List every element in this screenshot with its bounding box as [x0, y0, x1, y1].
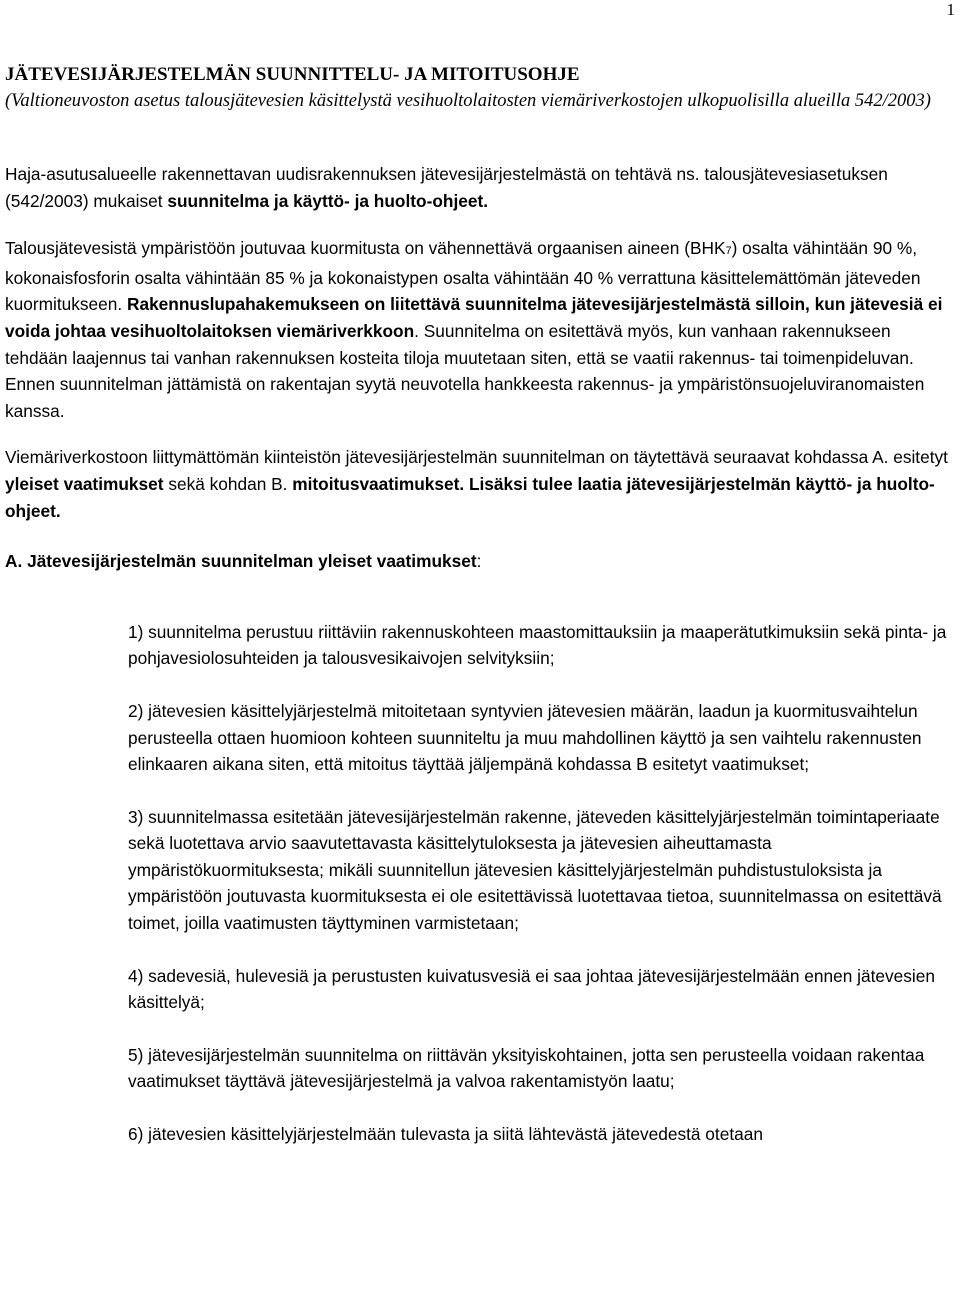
list-item: 2) jätevesien käsittelyjärjestelmä mitoitetaan syntyvien jätevesien määrän, laadun ja kuormitusvaihtelun perusteella ottaen huomioon kohteen suunniteltu ja muu mahdollinen käyttö ja sen vaihtelu rakennusten elinkaaren aikana siten, että mitoitus täyttää jäljempänä kohdassa B esitetyt vaatimukset; — [128, 700, 922, 775]
intro-paragraph — [5, 161, 957, 214]
page-number: 1 — [946, 0, 955, 19]
section-a-heading — [5, 548, 957, 575]
pollution-text-2: ) osalta vähintään 90 %, kokonaisfosforin osalta vähintään 85 % ja kokonaistypen osalta vähintään 40 % verrattuna käsittelemättömän jäteveden kuormitukseen. — [5, 238, 921, 315]
bhk-subscript: 7 — [725, 245, 732, 258]
requirements-bold-2: mitoitusvaatimukset. Lisäksi tulee laatia jätevesijärjestelmän käyttö- ja huolto-ohjeet. — [5, 473, 935, 521]
pollution-text-3: . Suunnitelma on esitettävä myös, kun vanhaan rakennukseen tehdään laajennus tai vanhan rakennuksen kosteita tiloja muutetaan siten, että se vaatii rakennus- tai toimenpideluvan. Ennen suunnitelman jättämistä on rakentajan syytä neuvotella hankkeesta rakennus- ja ympäristönsuojeluviranomaisten kanssa. — [5, 320, 925, 421]
list-item: 3) suunnitelmassa esitetään jätevesijärjestelmän rakenne, jäteveden käsittelyjärjestelmän toimintaperiaate sekä luotettava arvio saavutettavasta käsittelytuloksesta ja jätevesien aiheuttamasta ympäristökuormituksesta; mikäli suunnitellun jätevesien käsittelyjärjestelmän puhdistustuloksista ja ympäristöön joutuvasta kuormituksesta ei ole esitettävissä luotettavaa tietoa, suunnitelmassa on esitettävä toimet, joilla vaatimusten täyttyminen varmistetaan; — [128, 806, 942, 934]
requirements-text-1: Viemäriverkostoon liittymättömän kiinteistön jätevesijärjestelmän suunnitelman on täytettävä seuraavat kohdassa A. esitetyt — [5, 447, 948, 468]
list-item: 5) jätevesijärjestelmän suunnitelma on riittävän yksityiskohtainen, jotta sen perusteella voidaan rakentaa vaatimukset täyttävä jätevesijärjestelmä ja valvoa rakentamistyön laatu; — [128, 1044, 925, 1092]
requirements-list — [128, 619, 957, 1148]
list-item: 4) sadevesiä, hulevesiä ja perustusten kuivatusvesiä ei saa johtaa jätevesijärjestelmään ennen jätevesien käsittelyä; — [128, 965, 935, 1013]
pollution-paragraph — [5, 235, 957, 424]
intro-text: Haja-asutusalueelle rakennettavan uudisrakennuksen jätevesijärjestelmästä on tehtävä ns. talousjätevesiasetuksen (542/2003) mukaiset — [5, 164, 888, 211]
section-a-heading-suffix: : — [476, 551, 482, 572]
intro-bold: suunnitelma ja käyttö- ja huolto-ohjeet. — [167, 190, 489, 211]
document-body — [5, 62, 957, 1174]
pollution-bold: Rakennuslupahakemukseen on liitettävä suunnitelma jätevesijärjestelmästä silloin, kun jätevesiä ei voida johtaa vesihuoltolaitoksen viemäriverkkoon — [5, 294, 943, 341]
section-a-heading-text: A. Jätevesijärjestelmän suunnitelman yleiset vaatimukset — [5, 551, 477, 572]
list-item: 6) jätevesien käsittelyjärjestelmään tulevasta ja siitä lähtevästä jätevedestä otetaan — [128, 1124, 763, 1145]
document-subtitle: (Valtioneuvoston asetus talousjätevesien käsittelystä vesihuoltolaitosten viemäriverkostojen ulkopuolisilla alueilla 542/2003) — [5, 91, 931, 111]
list-item: 1) suunnitelma perustuu riittäviin rakennuskohteen maastomittauksiin ja maaperätutkimuksiin sekä pinta- ja pohjavesiolosuhteiden ja talousvesikaivojen selvityksiin; — [128, 621, 947, 669]
requirements-bold-1: yleiset vaatimukset — [5, 473, 164, 494]
requirements-text-2: sekä kohdan B. — [163, 473, 293, 494]
requirements-paragraph — [5, 444, 957, 524]
document-title: JÄTEVESIJÄRJESTELMÄN SUUNNITTELU- JA MITOITUSOHJE — [5, 64, 580, 85]
pollution-text-1: Talousjätevesistä ympäristöön joutuvaa kuormitusta on vähennettävä orgaanisen aineen (BHK — [5, 238, 726, 259]
